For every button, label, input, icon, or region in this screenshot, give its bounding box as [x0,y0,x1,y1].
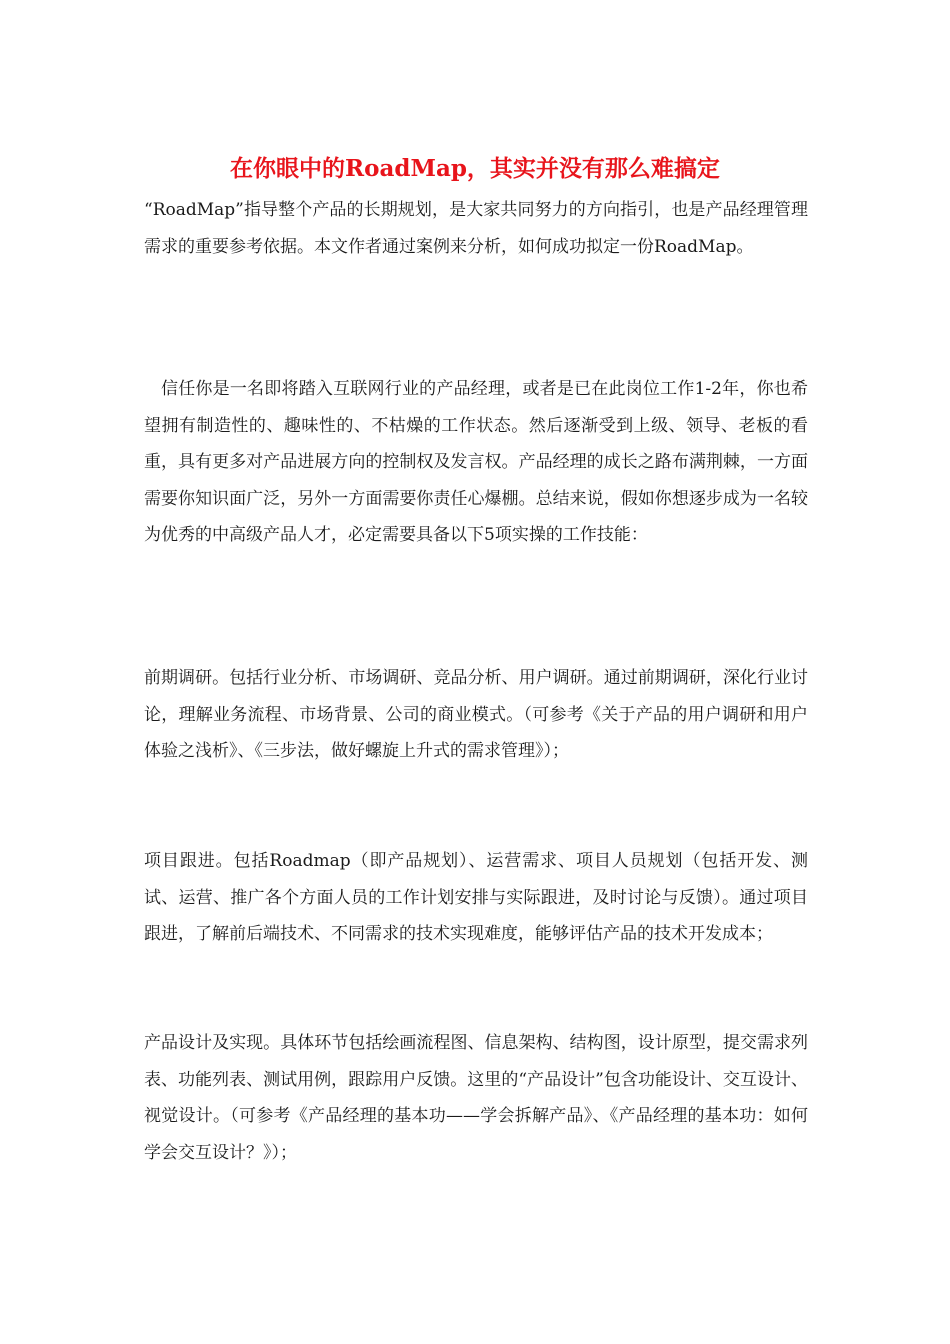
intro-paragraph: “RoadMap”指导整个产品的长期规划，是大家共同努力的方向指引，也是产品经理管理需求的重要参考依据。本文作者通过案例来分析，如何成功拟定一份RoadMap。 [144,200,808,257]
body-paragraph-1: 信任你是一名即将踏入互联网行业的产品经理，或者是已在此岗位工作1-2年，你也希望拥有制造性的、趣味性的、不枯燥的工作状态。然后逐渐受到上级、领导、老板的看重，具有更多对产品进展方向的控制权及发言权。产品经理的成长之路布满荆棘，一方面需要你知识面广泛，另外一方面需要你责任心爆棚。总结来说，假如你想逐步成为一名较为优秀的中高级产品人才，必定需要具备以下5项实操的工作技能： [144,379,808,545]
body-paragraph-2: 前期调研。包括行业分析、市场调研、竞品分析、用户调研。通过前期调研，深化行业讨论，理解业务流程、市场背景、公司的商业模式。（可参考《关于产品的用户调研和用户体验之浅析》、《三步法，做好螺旋上升式的需求管理》）； [144,668,808,761]
document-title: 在你眼中的RoadMap，其实并没有那么难搞定 [230,155,720,182]
body-paragraph-4: 产品设计及实现。具体环节包括绘画流程图、信息架构、结构图，设计原型，提交需求列表、功能列表、测试用例，跟踪用户反馈。这里的“产品设计”包含功能设计、交互设计、视觉设计。（可参考《产品经理的基本功——学会拆解产品》、《产品经理的基本功：如何学会交互设计？》）； [144,1033,808,1163]
body-paragraph-3: 项目跟进。包括Roadmap（即产品规划）、运营需求、项目人员规划（包括开发、测试、运营、推广各个方面人员的工作计划安排与实际跟进，及时讨论与反馈）。通过项目跟进，了解前后端技术、不同需求的技术实现难度，能够评估产品的技术开发成本； [144,851,808,944]
